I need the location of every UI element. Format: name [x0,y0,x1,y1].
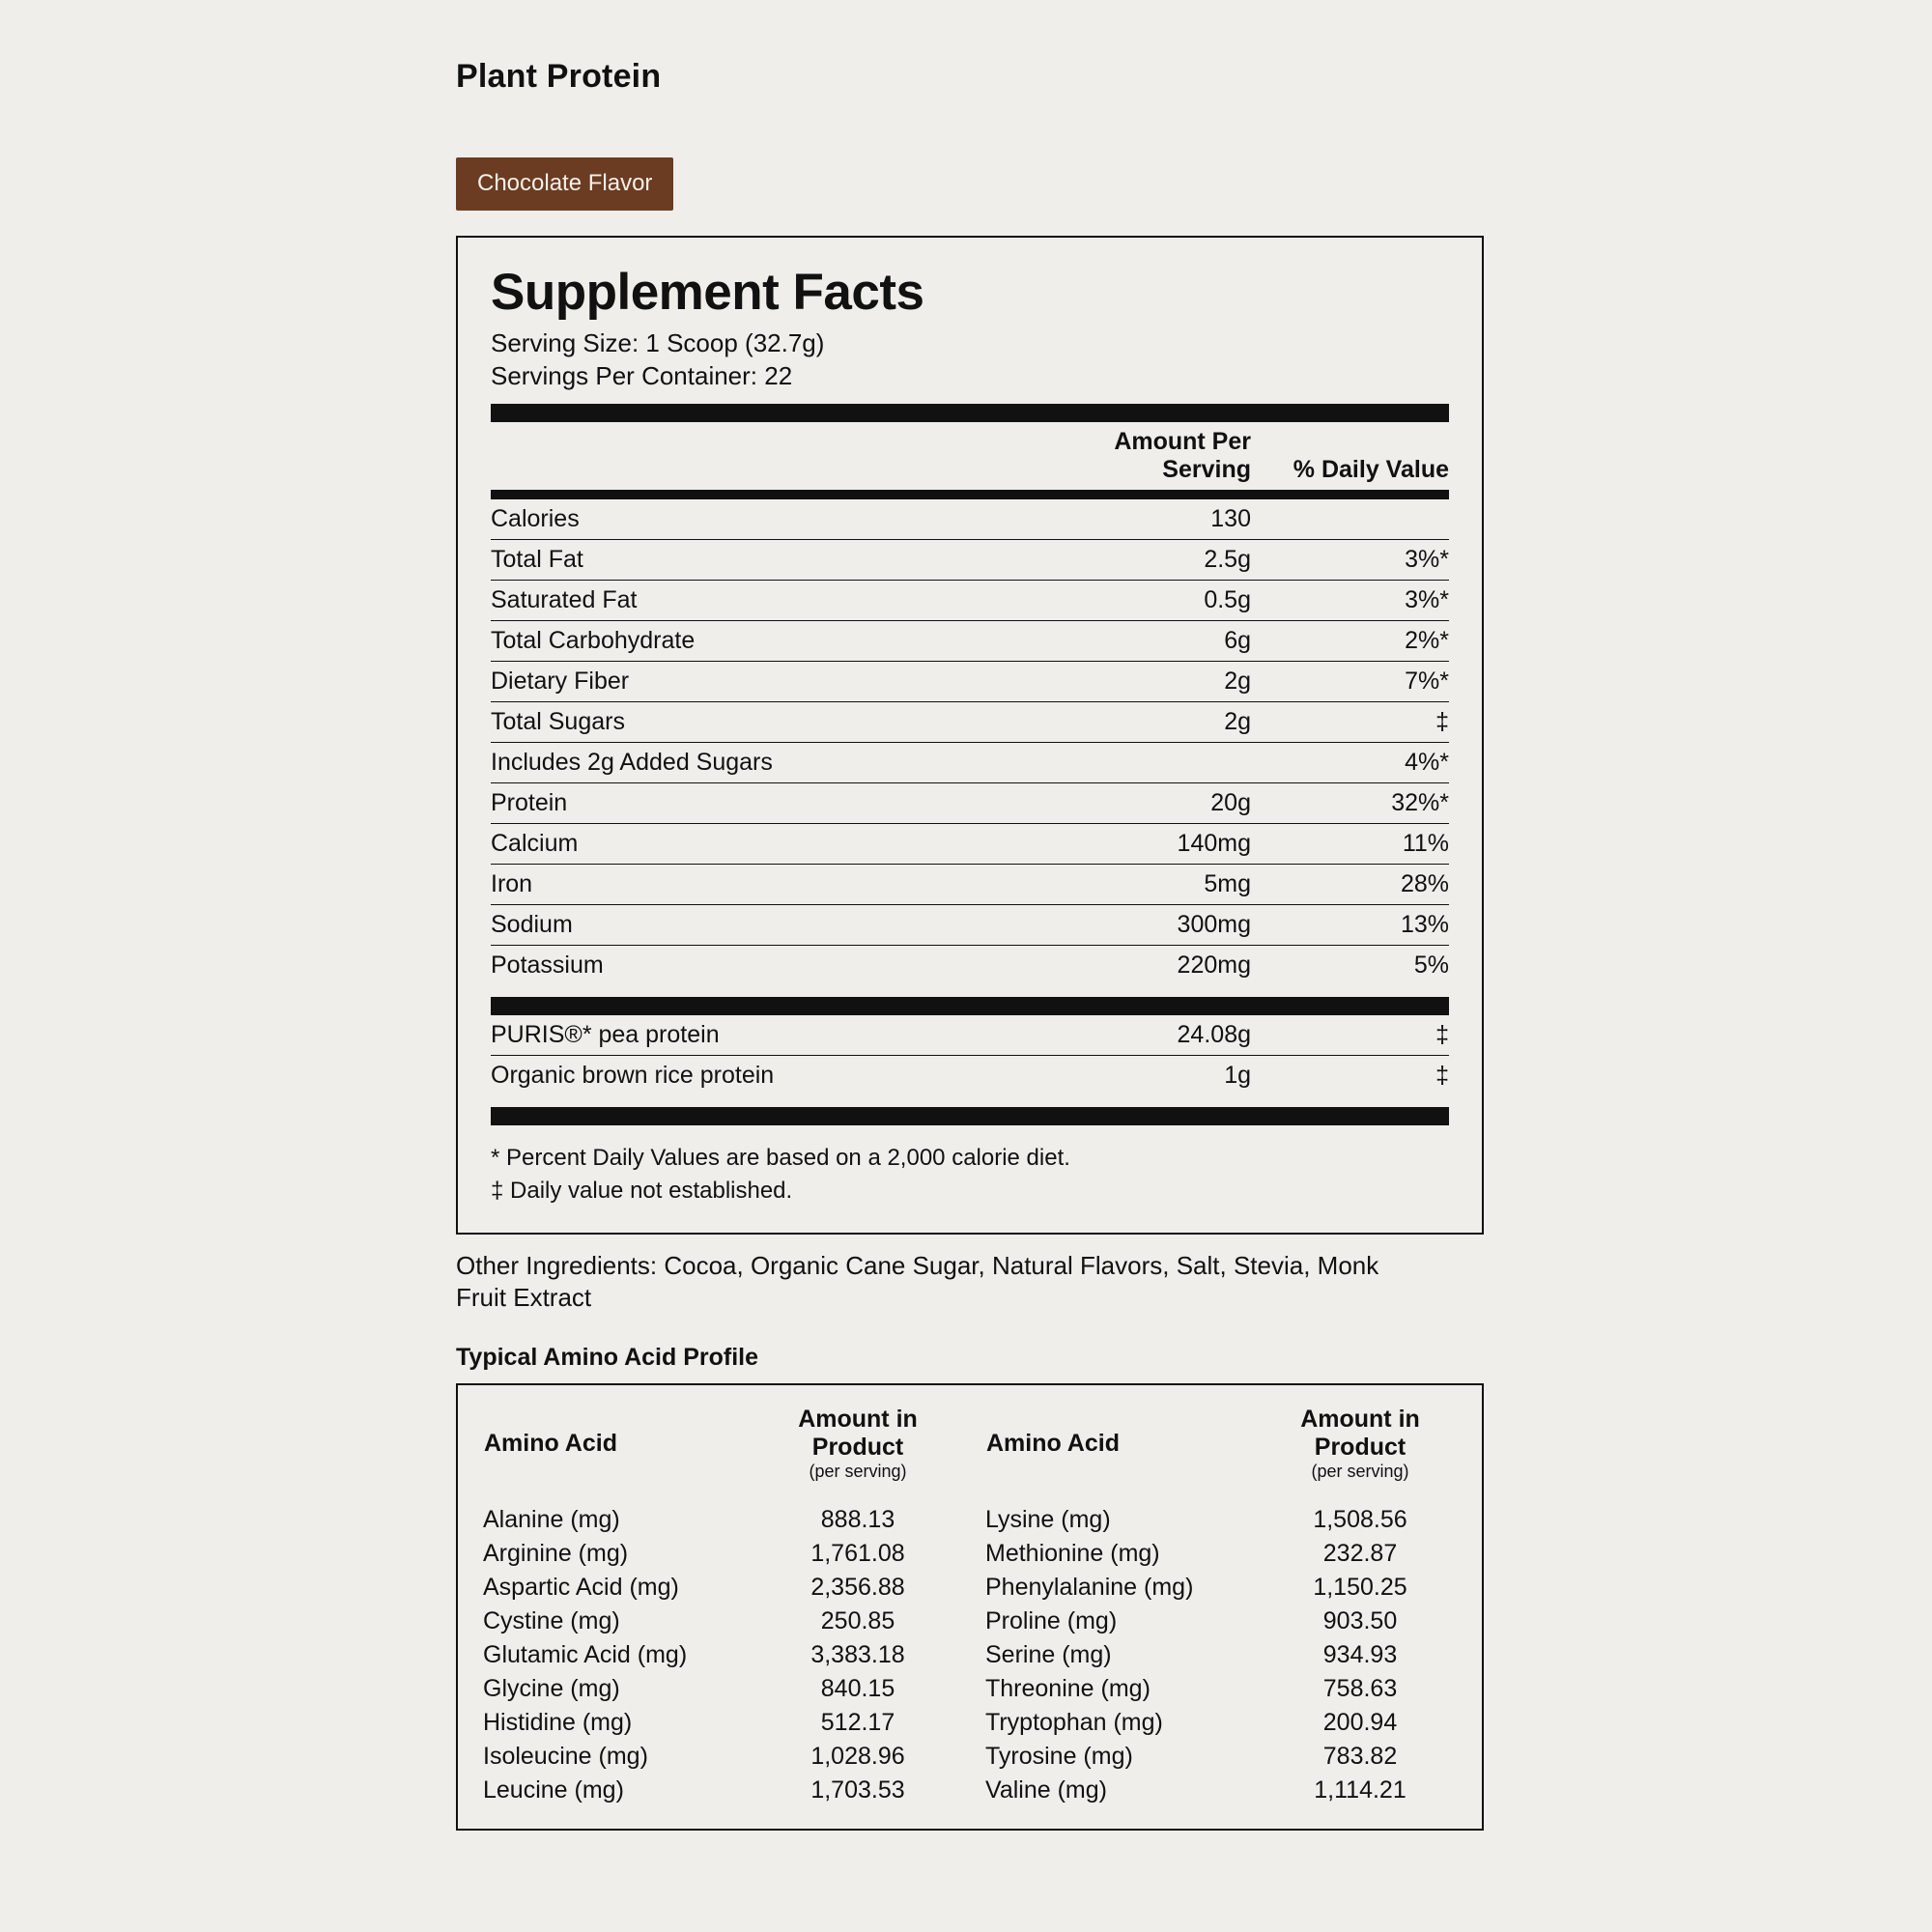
amino-value: 200.94 [1322,1709,1398,1737]
table-row [985,1605,1457,1638]
table-row [491,1055,1449,1095]
amino-profile-heading: Typical Amino Acid Profile [456,1344,759,1372]
row-dv: ‡ [1251,1015,1449,1056]
amino-header-amount [761,1405,954,1484]
nutrition-header-row [491,422,1449,491]
page-title: Plant Protein [456,58,662,95]
row-dv: 3%* [1251,580,1449,620]
amino-name: Glycine (mg) [483,1675,620,1703]
amino-value: 232.87 [1322,1540,1398,1568]
table-row [483,1537,954,1571]
table-row [985,1672,1457,1706]
amino-header-amount-sub: (per serving) [1311,1462,1409,1482]
amino-header-name: Amino Acid [484,1430,617,1458]
servings-per-container: Servings Per Container: 22 [491,360,793,390]
nutrition-table [491,422,1449,491]
row-amount: 0.5g [1043,580,1251,620]
amino-table-right [985,1405,1457,1807]
row-dv: 4%* [1251,742,1449,782]
divider-thick-blend-top [491,997,1449,1015]
amino-name: Alanine (mg) [483,1506,620,1534]
amino-name: Phenylalanine (mg) [985,1574,1194,1602]
amino-spacer [985,1484,1457,1503]
row-amount: 2.5g [1043,539,1251,580]
amino-value: 783.82 [1322,1743,1398,1771]
amino-value: 934.93 [1322,1641,1398,1669]
amino-name: Arginine (mg) [483,1540,629,1568]
row-dv [1251,499,1449,540]
table-row [491,499,1449,540]
table-row [491,904,1449,945]
amino-name: Proline (mg) [985,1607,1118,1635]
footnote-not-established: ‡ Daily value not established. [491,1178,793,1205]
amino-header-row [985,1405,1457,1484]
header-daily-value: % Daily Value [1251,422,1449,491]
header-spacer [491,422,1043,491]
row-name: Total Fat [491,539,1043,580]
divider-thick-bottom [491,1107,1449,1125]
amino-name: Isoleucine (mg) [483,1743,648,1771]
row-name: Total Sugars [491,701,1043,742]
amino-name: Cystine (mg) [483,1607,620,1635]
row-name: Sodium [491,904,1043,945]
amino-value: 903.50 [1322,1607,1398,1635]
row-name: PURIS®* pea protein [491,1015,1043,1056]
header-amount-per-serving: Amount Per Serving [1043,422,1251,491]
table-row [491,1015,1449,1056]
label-content [456,58,1490,1831]
amino-table-left [483,1405,954,1807]
amino-value: 3,383.18 [810,1641,905,1669]
row-name: Total Carbohydrate [491,620,1043,661]
row-dv: ‡ [1251,701,1449,742]
amino-value: 1,508.56 [1313,1506,1407,1534]
row-name: Includes 2g Added Sugars [491,742,1043,782]
table-row [491,620,1449,661]
amino-name: Methionine (mg) [985,1540,1160,1568]
amino-header-amount-sub: (per serving) [809,1462,907,1482]
amino-value: 758.63 [1322,1675,1398,1703]
table-row [483,1571,954,1605]
divider-medium [491,491,1449,499]
supplement-facts-panel [456,236,1484,1235]
amino-value: 1,150.25 [1313,1574,1407,1602]
row-name: Organic brown rice protein [491,1061,775,1089]
amino-value: 1,761.08 [810,1540,905,1568]
row-dv: 3%* [1251,539,1449,580]
amino-acid-panel [456,1383,1484,1831]
table-row [491,864,1449,904]
supplement-facts-heading: Supplement Facts [491,264,924,321]
row-name: Potassium [491,951,604,979]
row-amount: 24.08g [1043,1015,1251,1056]
amino-header-amount-label: Amount in Product [798,1406,918,1462]
amino-name: Tryptophan (mg) [985,1709,1163,1737]
table-row [491,661,1449,701]
footnote-daily-values: * Percent Daily Values are based on a 2,000 calorie diet. [491,1144,1070,1171]
table-row [491,782,1449,823]
amino-value: 250.85 [820,1607,895,1635]
amino-column-left [483,1405,954,1807]
facts-panel-wrap [456,236,1490,1831]
amino-header-amount [1264,1405,1457,1484]
table-row [985,1571,1457,1605]
table-row [483,1706,954,1740]
table-row [491,580,1449,620]
amino-value: 2,356.88 [810,1574,905,1602]
amino-header-name: Amino Acid [986,1430,1120,1458]
row-amount [1043,742,1251,782]
amino-value: 1,703.53 [810,1776,905,1804]
row-name: Calcium [491,823,1043,864]
table-row [491,742,1449,782]
amino-value: 1,114.21 [1314,1776,1406,1804]
row-dv: 28% [1251,864,1449,904]
amino-name: Leucine (mg) [483,1776,624,1804]
amino-column-right [985,1405,1457,1807]
row-amount: 220mg [1177,951,1251,979]
table-row [483,1672,954,1706]
row-amount: 6g [1043,620,1251,661]
amino-name: Histidine (mg) [483,1709,633,1737]
table-row [985,1706,1457,1740]
amino-header-amount-label: Amount in Product [1300,1406,1420,1462]
table-row [483,1740,954,1774]
row-name: Dietary Fiber [491,661,1043,701]
row-amount: 5mg [1043,864,1251,904]
table-row [483,1638,954,1672]
row-dv: 32%* [1251,782,1449,823]
amino-name: Aspartic Acid (mg) [483,1574,679,1602]
amino-value: 1,028.96 [810,1743,905,1771]
amino-name: Tyrosine (mg) [985,1743,1133,1771]
amino-name: Valine (mg) [985,1776,1107,1804]
row-amount: 300mg [1043,904,1251,945]
table-row [491,539,1449,580]
table-row [491,945,1449,985]
row-amount: 2g [1043,661,1251,701]
row-dv: 11% [1251,823,1449,864]
amino-name: Glutamic Acid (mg) [483,1641,688,1669]
amino-value: 888.13 [820,1506,895,1534]
row-dv: 7%* [1251,661,1449,701]
table-row [491,823,1449,864]
other-ingredients: Other Ingredients: Cocoa, Organic Cane Sugar, Natural Flavors, Salt, Stevia, Monk Fruit Extract [456,1250,1379,1313]
table-row [483,1774,954,1807]
amino-name: Threonine (mg) [985,1675,1151,1703]
table-row [985,1537,1457,1571]
table-row [491,701,1449,742]
row-name: Protein [491,782,1043,823]
amino-value: 512.17 [820,1709,895,1737]
protein-blend-table [491,1015,1449,1095]
row-amount: 130 [1043,499,1251,540]
serving-size: Serving Size: 1 Scoop (32.7g) [491,328,825,358]
table-row [985,1503,1457,1537]
divider-thick-top [491,404,1449,422]
row-name: Saturated Fat [491,580,1043,620]
row-name: Calories [491,499,1043,540]
flavor-badge[interactable]: Chocolate Flavor [456,157,673,211]
table-row [985,1638,1457,1672]
row-dv: 2%* [1251,620,1449,661]
row-name: Iron [491,864,1043,904]
amino-name: Serine (mg) [985,1641,1112,1669]
table-row [985,1740,1457,1774]
row-dv: 5% [1413,951,1449,979]
amino-value: 840.15 [820,1675,895,1703]
nutrition-rows-table [491,499,1449,985]
amino-name: Lysine (mg) [985,1506,1111,1534]
table-row [985,1774,1457,1807]
row-amount: 1g [1224,1061,1251,1089]
amino-header-row [483,1405,954,1484]
row-amount: 140mg [1043,823,1251,864]
flavor-badge-wrap [456,157,1490,211]
table-row [483,1503,954,1537]
row-dv: 13% [1251,904,1449,945]
row-amount: 20g [1043,782,1251,823]
row-amount: 2g [1043,701,1251,742]
table-row [483,1605,954,1638]
amino-spacer [483,1484,954,1503]
row-dv: ‡ [1435,1061,1449,1089]
